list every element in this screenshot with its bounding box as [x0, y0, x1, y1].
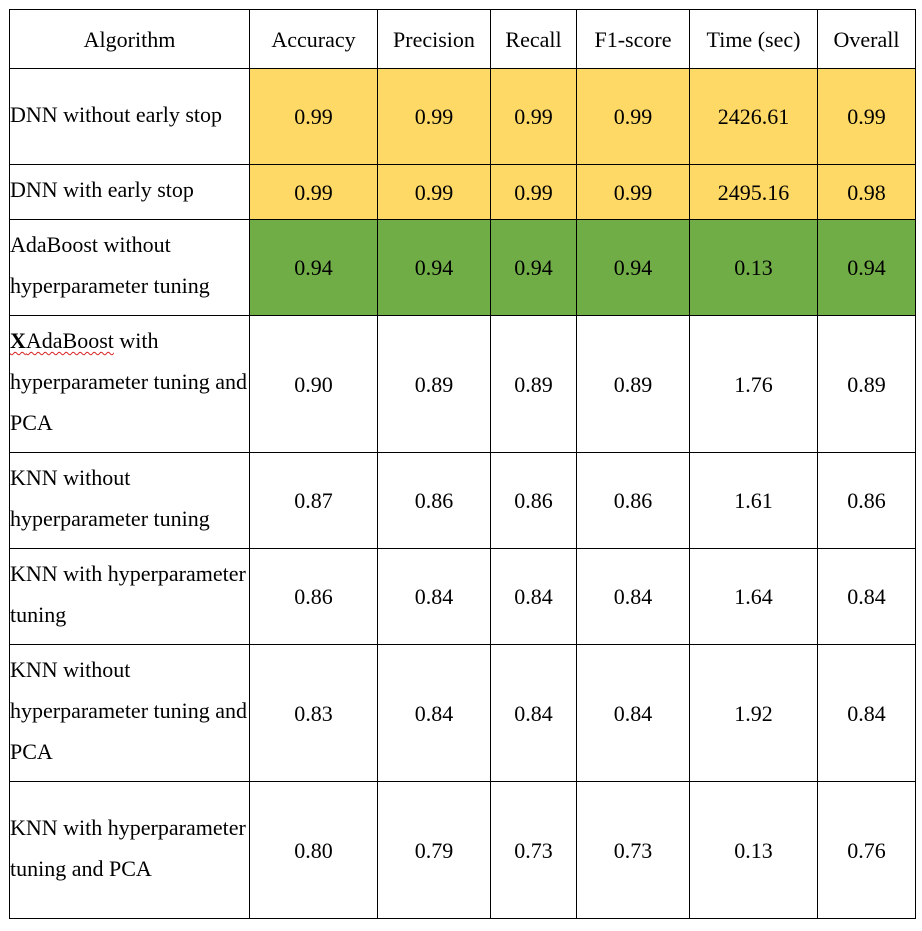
f1-score-cell: 0.94	[577, 220, 690, 316]
algorithm-cell	[10, 549, 250, 645]
algorithm-name: KNN with hyperparameter tuning	[10, 561, 246, 627]
algorithm-name: KNN without hyperparameter tuning	[10, 465, 210, 531]
accuracy-cell: 0.90	[250, 316, 378, 453]
time-cell: 0.13	[690, 782, 818, 919]
f1-score-cell: 0.99	[577, 69, 690, 165]
accuracy-cell: 0.86	[250, 549, 378, 645]
table-row	[10, 220, 916, 316]
f1-score-cell: 0.99	[577, 165, 690, 220]
header-f1-score: F1-score	[577, 10, 690, 69]
header-accuracy: Accuracy	[250, 10, 378, 69]
overall-cell: 0.84	[818, 645, 916, 782]
accuracy-cell: 0.94	[250, 220, 378, 316]
time-cell: 1.64	[690, 549, 818, 645]
overall-cell: 0.86	[818, 453, 916, 549]
results-table	[9, 9, 916, 919]
time-cell: 1.92	[690, 645, 818, 782]
recall-cell: 0.73	[491, 782, 577, 919]
table-row	[10, 165, 916, 220]
algorithm-cell	[10, 316, 250, 453]
precision-cell: 0.99	[378, 69, 491, 165]
recall-cell: 0.94	[491, 220, 577, 316]
overall-cell: 0.98	[818, 165, 916, 220]
algorithm-cell	[10, 220, 250, 316]
recall-cell: 0.86	[491, 453, 577, 549]
overall-cell: 0.94	[818, 220, 916, 316]
table-row	[10, 316, 916, 453]
precision-cell: 0.94	[378, 220, 491, 316]
table-row	[10, 549, 916, 645]
algorithm-name: KNN without hyperparameter tuning and PCA	[10, 657, 248, 764]
precision-cell: 0.84	[378, 645, 491, 782]
recall-cell: 0.99	[491, 165, 577, 220]
accuracy-cell: 0.87	[250, 453, 378, 549]
f1-score-cell: 0.73	[577, 782, 690, 919]
algorithm-cell	[10, 645, 250, 782]
precision-cell: 0.84	[378, 549, 491, 645]
precision-cell: 0.86	[378, 453, 491, 549]
recall-cell: 0.99	[491, 69, 577, 165]
algorithm-cell	[10, 165, 250, 220]
table-row	[10, 645, 916, 782]
accuracy-cell: 0.99	[250, 69, 378, 165]
overall-cell: 0.99	[818, 69, 916, 165]
time-cell: 0.13	[690, 220, 818, 316]
table-row	[10, 782, 916, 919]
f1-score-cell: 0.89	[577, 316, 690, 453]
f1-score-cell: 0.86	[577, 453, 690, 549]
overall-cell: 0.89	[818, 316, 916, 453]
recall-cell: 0.84	[491, 645, 577, 782]
precision-cell: 0.99	[378, 165, 491, 220]
algorithm-cell	[10, 69, 250, 165]
f1-score-cell: 0.84	[577, 645, 690, 782]
accuracy-cell: 0.80	[250, 782, 378, 919]
header-recall: Recall	[491, 10, 577, 69]
precision-cell: 0.79	[378, 782, 491, 919]
header-precision: Precision	[378, 10, 491, 69]
algorithm-name	[10, 320, 249, 443]
accuracy-cell: 0.83	[250, 645, 378, 782]
time-cell: 2495.16	[690, 165, 818, 220]
table-row	[10, 453, 916, 549]
flagged-word-text: AdaBoost	[25, 328, 114, 353]
algorithm-cell	[10, 782, 250, 919]
f1-score-cell: 0.84	[577, 549, 690, 645]
table-row	[10, 69, 916, 165]
header-time: Time (sec)	[690, 10, 818, 69]
recall-cell: 0.84	[491, 549, 577, 645]
header-algorithm: Algorithm	[10, 10, 250, 69]
header-overall: Overall	[818, 10, 916, 69]
algorithm-name: AdaBoost without hyperparameter tuning	[10, 232, 210, 298]
overall-cell: 0.76	[818, 782, 916, 919]
x-mark: X	[10, 328, 26, 353]
recall-cell: 0.89	[491, 316, 577, 453]
spellcheck-flagged-word	[10, 328, 114, 353]
precision-cell: 0.89	[378, 316, 491, 453]
time-cell: 1.61	[690, 453, 818, 549]
algorithm-name: DNN with early stop	[10, 177, 194, 202]
algorithm-name: KNN with hyperparameter tuning and PCA	[10, 814, 246, 881]
time-cell: 1.76	[690, 316, 818, 453]
accuracy-cell: 0.99	[250, 165, 378, 220]
header-row	[10, 10, 916, 69]
time-cell: 2426.61	[690, 69, 818, 165]
algorithm-cell	[10, 453, 250, 549]
algorithm-name: DNN without early stop	[10, 101, 223, 127]
algorithm-name-rest: with hyperparameter tuning and PCA	[10, 328, 248, 435]
overall-cell: 0.84	[818, 549, 916, 645]
